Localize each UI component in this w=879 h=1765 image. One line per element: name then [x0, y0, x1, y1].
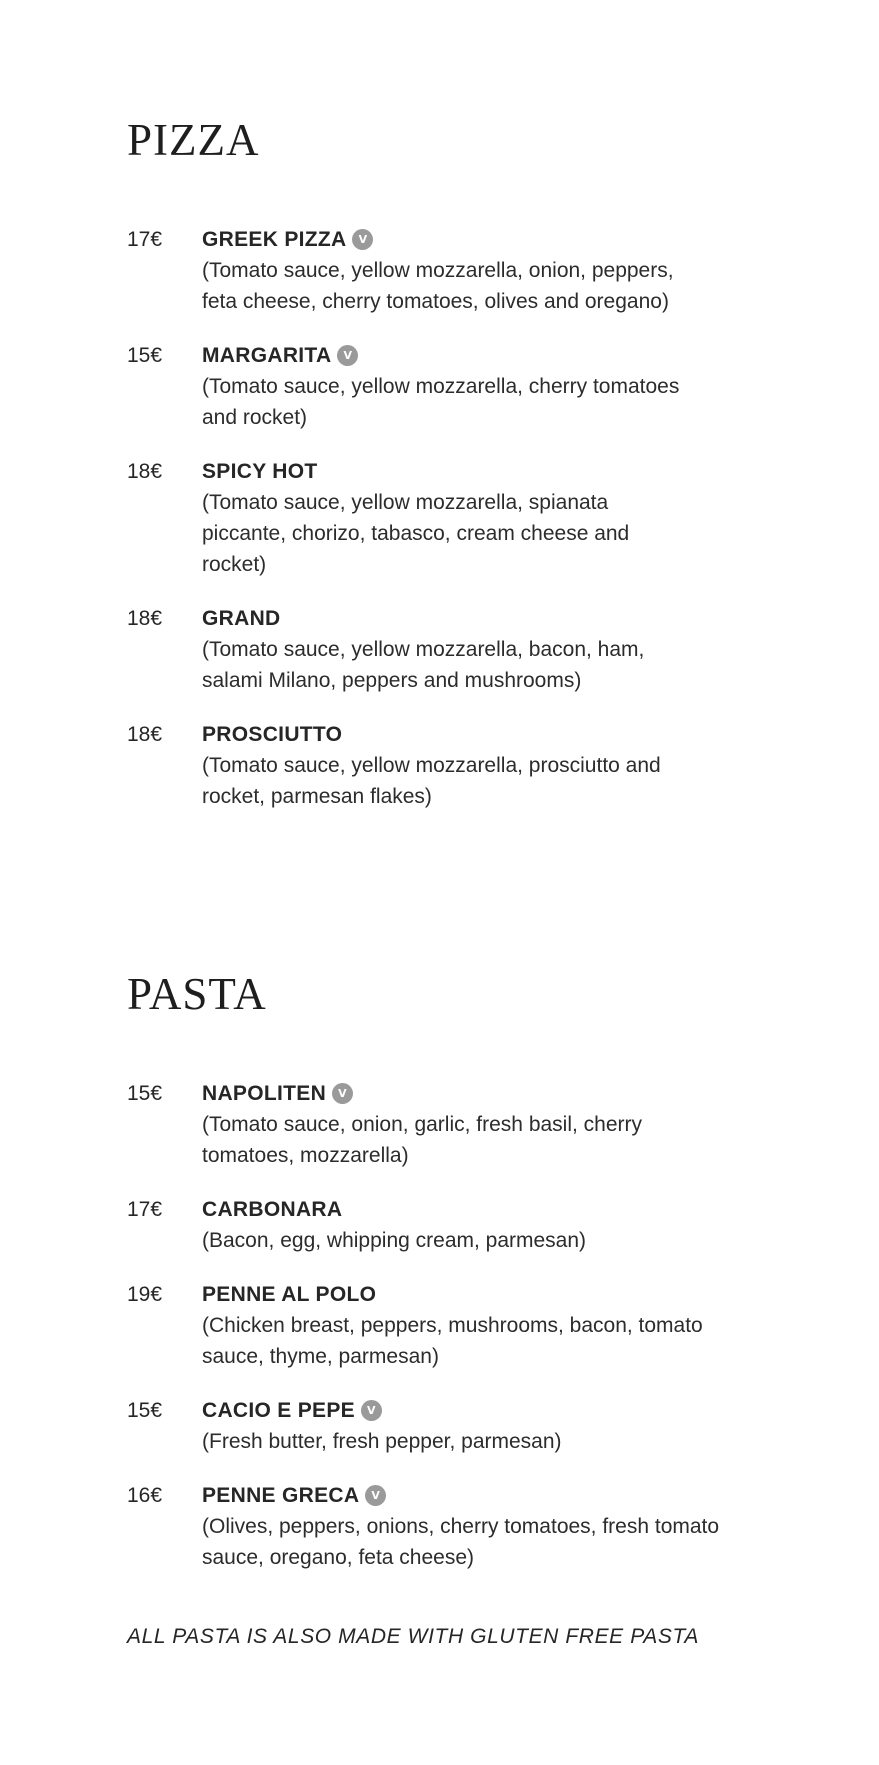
vegetarian-icon: V	[361, 1400, 382, 1421]
pizza-item-list	[127, 224, 767, 812]
menu-item	[127, 340, 767, 433]
menu-item-body	[202, 603, 767, 696]
menu-item-price: 17€	[127, 1198, 163, 1221]
pasta-item-list	[127, 1078, 767, 1573]
menu-item-name: MARGARITA	[202, 344, 332, 367]
vegetarian-icon: V	[352, 229, 373, 250]
menu-item-description: (Bacon, egg, whipping cream, parmesan)	[202, 1229, 587, 1252]
menu-item-price: 15€	[127, 1082, 163, 1105]
menu-item-price: 15€	[127, 344, 163, 367]
menu-item-name: GRAND	[202, 607, 281, 630]
menu-item-name: PROSCIUTTO	[202, 723, 343, 746]
menu-item-name-row	[202, 603, 767, 634]
menu-item-name-row	[202, 1395, 767, 1426]
menu-item-body	[202, 224, 767, 317]
menu-item-price: 18€	[127, 607, 163, 630]
menu-item-body	[202, 1480, 767, 1573]
menu-item-name: CACIO E PEPE	[202, 1399, 355, 1422]
menu-item	[127, 603, 767, 696]
menu-item-price: 19€	[127, 1283, 163, 1306]
menu-item	[127, 1279, 767, 1372]
menu-item-name: GREEK PIZZA	[202, 228, 347, 251]
menu-item-name-row	[202, 1078, 767, 1109]
pasta-section	[127, 969, 767, 1596]
menu-item-price: 16€	[127, 1484, 163, 1507]
menu-item-price: 17€	[127, 228, 163, 251]
menu-item	[127, 224, 767, 317]
menu-item	[127, 1194, 767, 1256]
menu-item-description: (Tomato sauce, yellow mozzarella, cherry tomatoes and rocket)	[202, 375, 680, 429]
menu-item-body	[202, 1279, 767, 1372]
menu-item-description: (Tomato sauce, yellow mozzarella, bacon, ham, salami Milano, peppers and mushrooms)	[202, 638, 645, 692]
menu-item-name: PENNE GRECA	[202, 1484, 360, 1507]
menu-item-description: (Tomato sauce, yellow mozzarella, spianata piccante, chorizo, tabasco, cream cheese and rocket)	[202, 491, 630, 576]
pizza-section-title: PIZZA	[127, 115, 260, 165]
menu-item-description: (Tomato sauce, yellow mozzarella, prosciutto and rocket, parmesan flakes)	[202, 754, 661, 808]
menu-item-name-row	[202, 1194, 767, 1225]
pizza-section	[127, 115, 767, 835]
menu-item-body	[202, 1395, 767, 1457]
menu-item-price: 18€	[127, 460, 163, 483]
menu-item-name-row	[202, 719, 767, 750]
menu-item	[127, 456, 767, 580]
menu-item-description: (Tomato sauce, yellow mozzarella, onion, peppers, feta cheese, cherry tomatoes, olives and oregano)	[202, 259, 674, 313]
menu-item-body	[202, 456, 767, 580]
menu-item	[127, 1078, 767, 1171]
menu-item-name: SPICY HOT	[202, 460, 318, 483]
menu-item-name-row	[202, 224, 767, 255]
menu-item-description: (Fresh butter, fresh pepper, parmesan)	[202, 1430, 562, 1453]
menu-item-name-row	[202, 340, 767, 371]
vegetarian-icon: V	[332, 1083, 353, 1104]
menu-item-description: (Chicken breast, peppers, mushrooms, bacon, tomato sauce, thyme, parmesan)	[202, 1314, 703, 1368]
menu-item-name: NAPOLITEN	[202, 1082, 327, 1105]
pasta-section-title: PASTA	[127, 969, 267, 1019]
gluten-free-footnote: ALL PASTA IS ALSO MADE WITH GLUTEN FREE PASTA	[127, 1625, 699, 1648]
menu-item	[127, 1480, 767, 1573]
menu-item-name-row	[202, 1480, 767, 1511]
menu-item-price: 15€	[127, 1399, 163, 1422]
menu-item-body	[202, 1078, 767, 1171]
menu-item-body	[202, 340, 767, 433]
menu-item-price: 18€	[127, 723, 163, 746]
vegetarian-icon: V	[365, 1485, 386, 1506]
menu-item-description: (Tomato sauce, onion, garlic, fresh basil, cherry tomatoes, mozzarella)	[202, 1113, 643, 1167]
menu-item-description: (Olives, peppers, onions, cherry tomatoes, fresh tomato sauce, oregano, feta cheese)	[202, 1515, 720, 1569]
menu-item-body	[202, 719, 767, 812]
menu-item	[127, 1395, 767, 1457]
menu-item-body	[202, 1194, 767, 1256]
menu-item-name-row	[202, 1279, 767, 1310]
menu-item-name: PENNE AL POLO	[202, 1283, 377, 1306]
vegetarian-icon: V	[337, 345, 358, 366]
menu-item-name: CARBONARA	[202, 1198, 343, 1221]
menu-item-name-row	[202, 456, 767, 487]
menu-item	[127, 719, 767, 812]
